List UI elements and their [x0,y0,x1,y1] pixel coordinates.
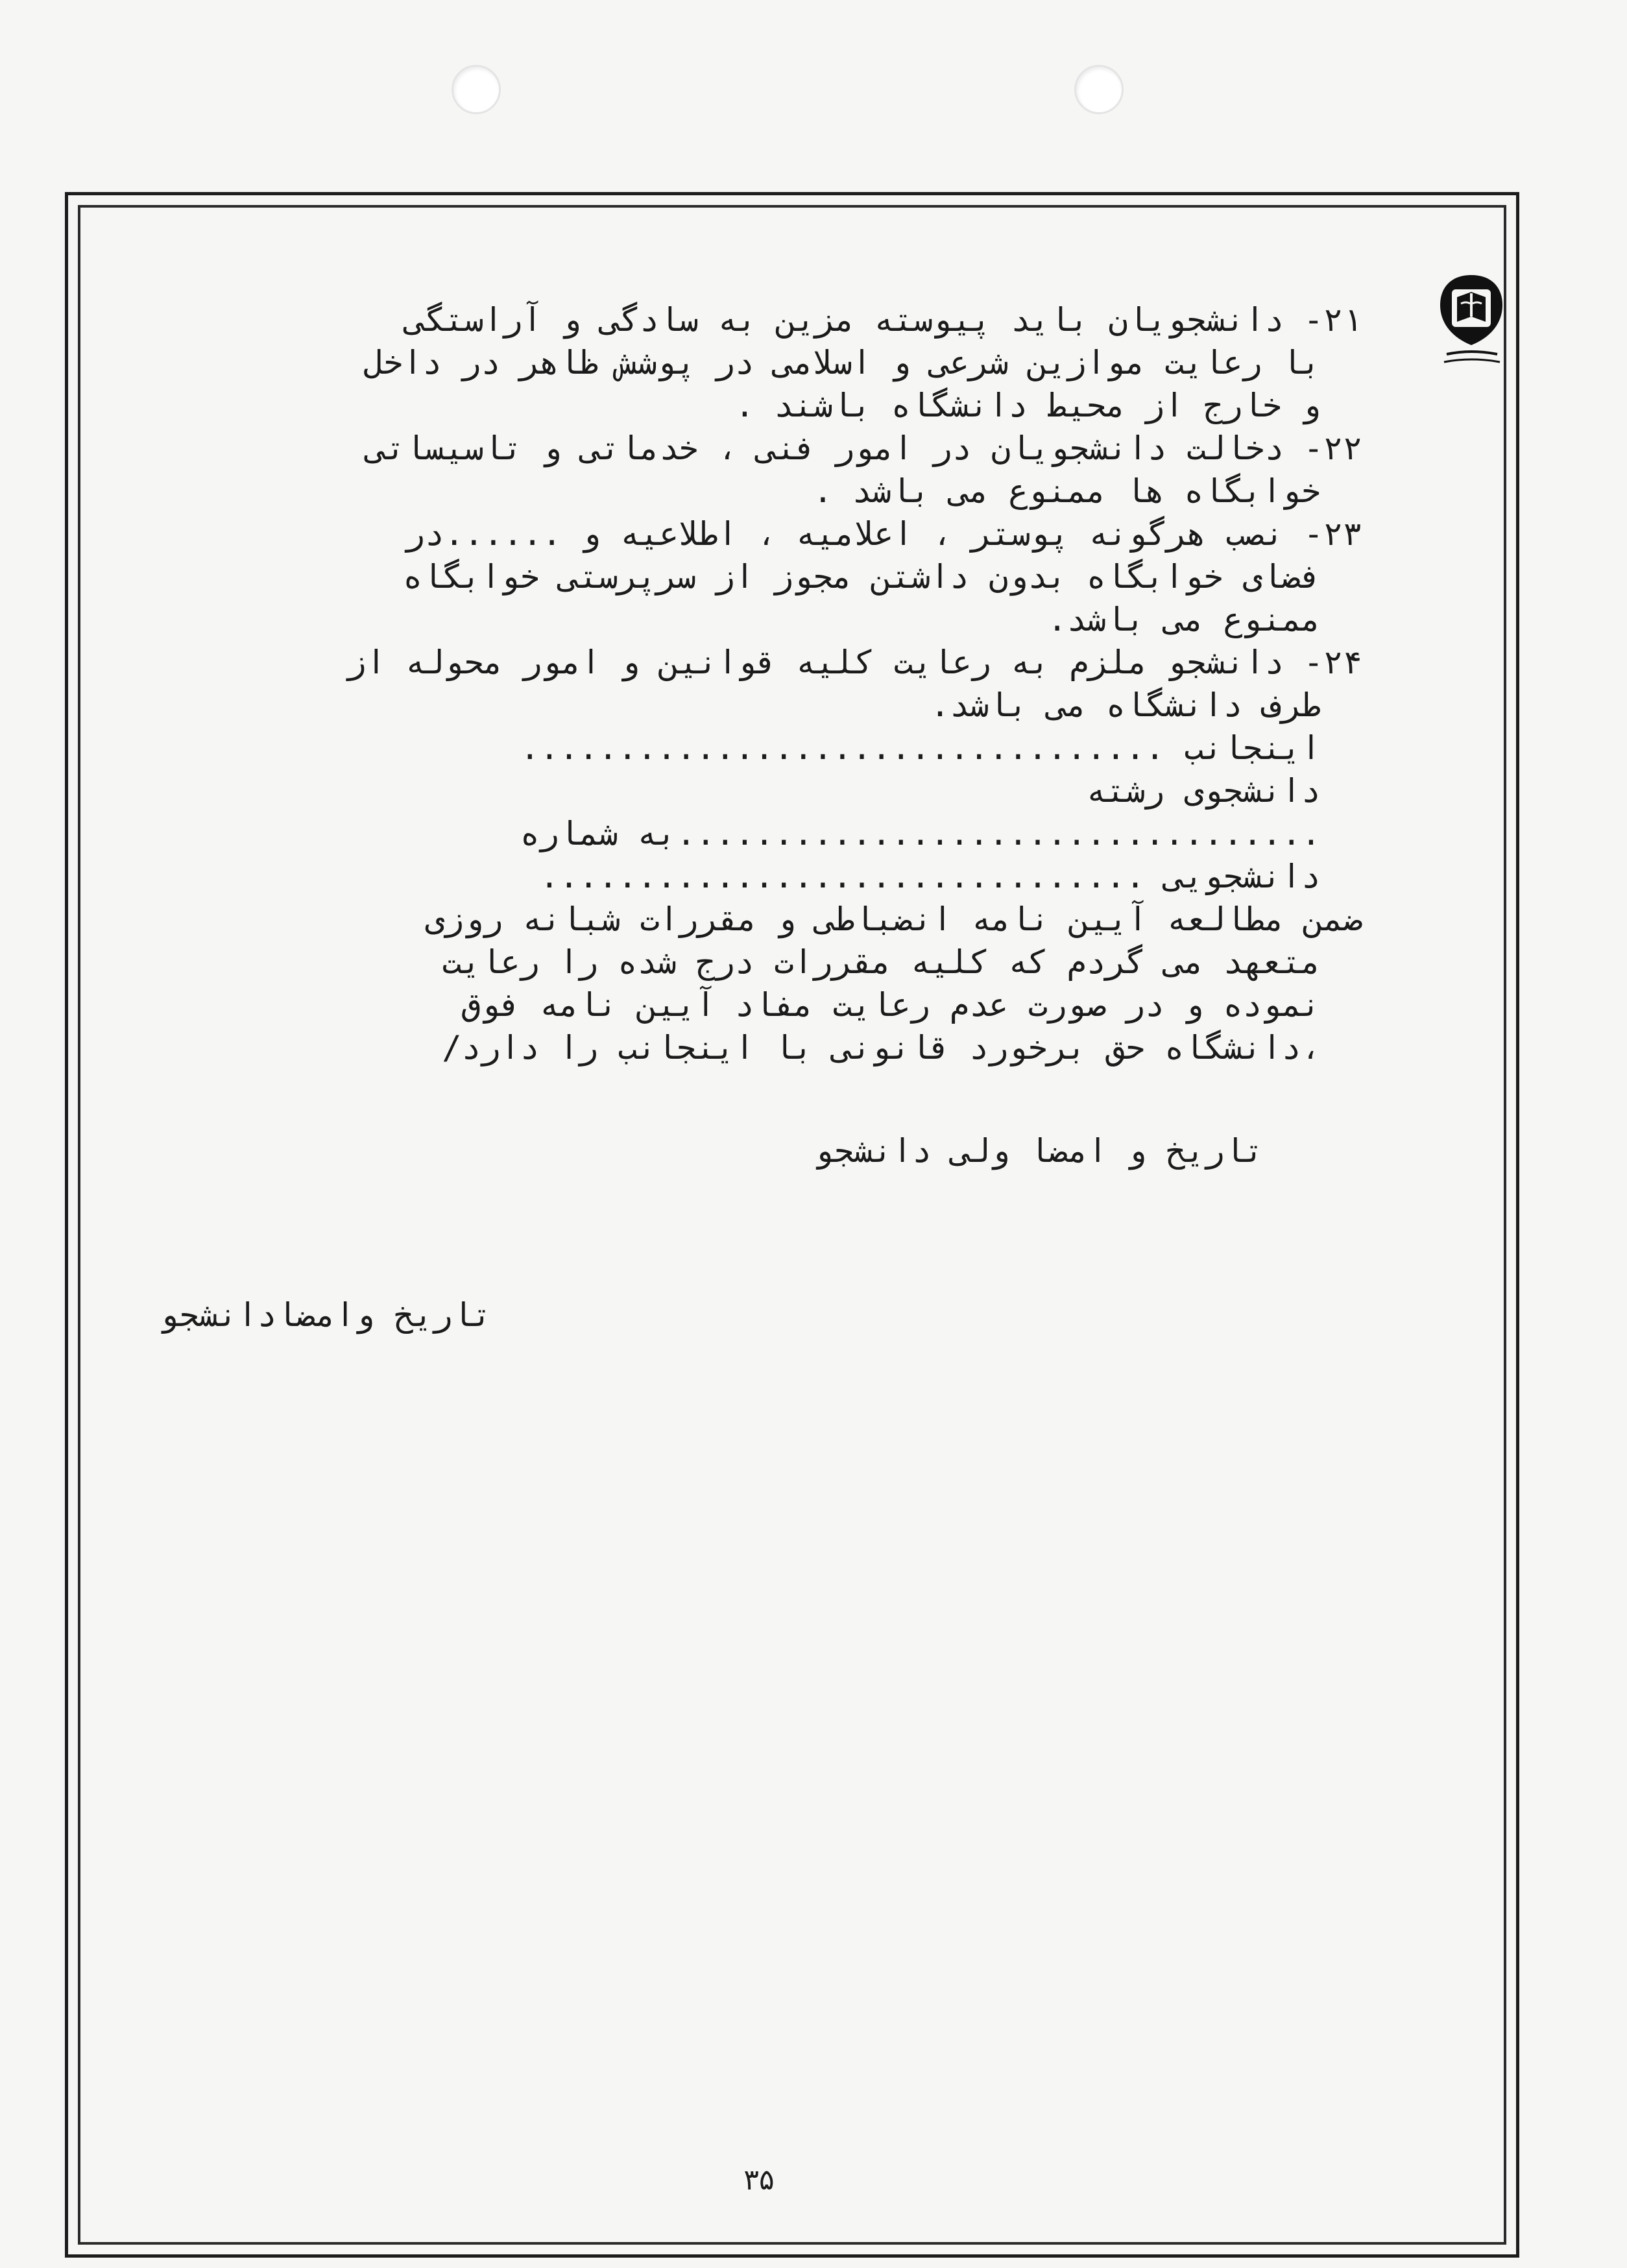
clause-22-line-2: خوابگاه ها ممنوع می باشد . [813,472,1321,510]
student-signature-label: تاریخ وامضادانشجو [160,1296,492,1334]
pledge-line-5: ضمن مطالعه آیین نامه انضباطی و مقررات شبانه روزی [425,900,1362,938]
clause-21-line-3: و خارج از محیط دانشگاه باشند . [734,387,1321,424]
guardian-signature-label: تاریخ و امضا ولی دانشجو [814,1132,1264,1170]
university-emblem-icon [1435,272,1508,370]
pledge-line-8: ،دانشگاه حق برخورد قانونی با اینجانب را دارد/ [442,1029,1321,1067]
clause-22-line-1: ۲۲- دخالت دانشجویان در امور فنی ، خدماتی و تاسیساتی [366,429,1362,467]
clause-21-line-2: با رعایت موازین شرعی و اسلامی در پوشش ظاهر در داخل [363,344,1321,381]
clause-23-line-1: ۲۳- نصب هرگونه پوستر ، اعلامیه ، اطلاعیه و ......در [405,515,1362,553]
clause-23-line-3: ممنوع می باشد. [1047,601,1321,638]
clause-24-line-1: ۲۴- دانشجو ملزم به رعایت کلیه قوانین و امور محوله از [346,644,1362,681]
pledge-line-1: اینجانب ................................. [520,729,1321,767]
punch-hole-right [1074,65,1124,114]
university-logo [1435,272,1508,370]
pledge-line-3: .................................به شماره [520,815,1321,852]
clause-24-line-2: طرف دانشگاه می باشد. [930,686,1321,724]
pledge-line-2: دانشجوی رشته [1086,772,1321,810]
pledge-line-7: نموده و در صورت عدم رعایت مفاد آیین نامه فوق [461,986,1321,1024]
pledge-line-4: دانشجویی ............................... [539,858,1321,895]
pledge-line-6: متعهد می گردم که کلیه مقررات درج شده را رعایت [442,943,1321,981]
clause-23-line-2: فضای خوابگاه بدون داشتن مجوز از سرپرستی خوابگاه [403,558,1321,596]
punch-hole-left [452,65,501,114]
regulations-text [169,298,1362,1069]
page-number: ۳۵ [743,2164,775,2197]
clause-21-line-1: ۲۱- دانشجویان باید پیوسته مزین به سادگی و آراستگی [405,301,1362,339]
